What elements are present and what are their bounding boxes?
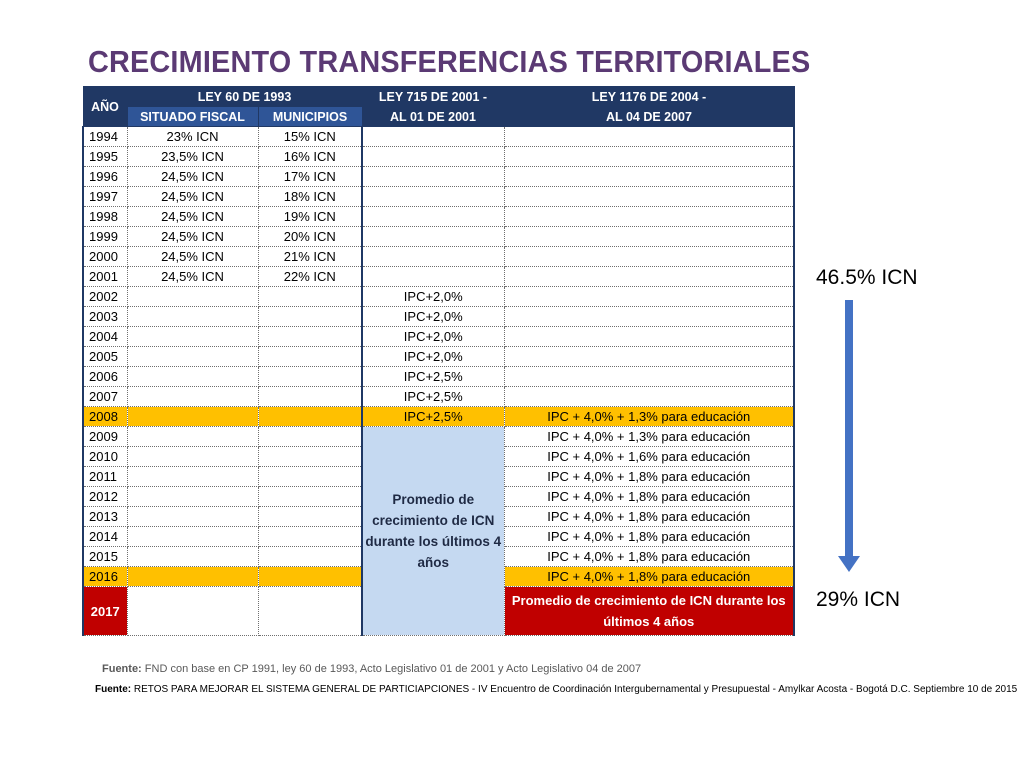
ley1176-cell <box>504 187 794 207</box>
year-cell: 2013 <box>83 507 127 527</box>
header-ley1176-line2: AL 04 DE 2007 <box>504 107 794 127</box>
table-body <box>83 127 794 636</box>
year-cell: 2014 <box>83 527 127 547</box>
situado-cell: 24,5% ICN <box>127 187 258 207</box>
year-cell: 2007 <box>83 387 127 407</box>
table-row <box>83 427 794 447</box>
ley715-promedio-cell: Promedio de crecimiento de ICN durante los últimos 4 años <box>362 427 504 636</box>
year-cell: 1996 <box>83 167 127 187</box>
year-cell: 1997 <box>83 187 127 207</box>
situado-cell <box>127 467 258 487</box>
situado-cell: 23,5% ICN <box>127 147 258 167</box>
ley1176-cell: IPC + 4,0% + 1,6% para educación <box>504 447 794 467</box>
situado-cell <box>127 547 258 567</box>
ley715-cell <box>362 187 504 207</box>
ley1176-cell: IPC + 4,0% + 1,8% para educación <box>504 547 794 567</box>
transfers-table <box>82 86 795 636</box>
situado-cell: 24,5% ICN <box>127 247 258 267</box>
ley1176-cell: Promedio de crecimiento de ICN durante los últimos 4 años <box>504 587 794 636</box>
municipios-cell: 20% ICN <box>258 227 362 247</box>
situado-cell <box>127 487 258 507</box>
ley715-cell: IPC+2,5% <box>362 387 504 407</box>
ley1176-cell: IPC + 4,0% + 1,8% para educación <box>504 467 794 487</box>
situado-cell <box>127 327 258 347</box>
year-cell: 2004 <box>83 327 127 347</box>
situado-cell <box>127 447 258 467</box>
situado-cell: 24,5% ICN <box>127 167 258 187</box>
municipios-cell <box>258 307 362 327</box>
ley1176-cell <box>504 267 794 287</box>
ley715-cell <box>362 167 504 187</box>
header-municipios: MUNICIPIOS <box>258 107 362 127</box>
municipios-cell: 16% ICN <box>258 147 362 167</box>
municipios-cell <box>258 367 362 387</box>
ley1176-cell <box>504 247 794 267</box>
ley715-cell <box>362 127 504 147</box>
ley1176-cell <box>504 307 794 327</box>
table-row <box>83 167 794 187</box>
municipios-cell: 18% ICN <box>258 187 362 207</box>
year-cell: 2006 <box>83 367 127 387</box>
municipios-cell <box>258 387 362 407</box>
table-row <box>83 127 794 147</box>
ley715-cell <box>362 267 504 287</box>
municipios-cell: 15% ICN <box>258 127 362 147</box>
municipios-cell <box>258 467 362 487</box>
situado-cell <box>127 287 258 307</box>
ley1176-cell: IPC + 4,0% + 1,8% para educación <box>504 487 794 507</box>
year-cell: 1994 <box>83 127 127 147</box>
situado-cell: 23% ICN <box>127 127 258 147</box>
ley1176-cell <box>504 147 794 167</box>
ley1176-cell: IPC + 4,0% + 1,3% para educación <box>504 427 794 447</box>
year-cell: 1998 <box>83 207 127 227</box>
table-row <box>83 327 794 347</box>
ley1176-cell <box>504 207 794 227</box>
ley1176-cell <box>504 367 794 387</box>
side-label-top: 46.5% ICN <box>816 266 918 289</box>
ley715-cell <box>362 147 504 167</box>
table-row <box>83 307 794 327</box>
situado-cell: 24,5% ICN <box>127 227 258 247</box>
header-ley715-line1: LEY 715 DE 2001 - <box>362 87 504 107</box>
year-cell: 2002 <box>83 287 127 307</box>
ley1176-cell: IPC + 4,0% + 1,8% para educación <box>504 507 794 527</box>
table-row <box>83 387 794 407</box>
year-cell: 2016 <box>83 567 127 587</box>
municipios-cell <box>258 547 362 567</box>
ley715-cell <box>362 207 504 227</box>
municipios-cell: 21% ICN <box>258 247 362 267</box>
situado-cell <box>127 507 258 527</box>
ley715-cell: IPC+2,0% <box>362 307 504 327</box>
municipios-cell <box>258 327 362 347</box>
municipios-cell <box>258 507 362 527</box>
municipios-cell <box>258 347 362 367</box>
header-situado-fiscal: SITUADO FISCAL <box>127 107 258 127</box>
municipios-cell <box>258 527 362 547</box>
ley1176-cell: IPC + 4,0% + 1,8% para educación <box>504 527 794 547</box>
situado-cell <box>127 347 258 367</box>
table-row <box>83 207 794 227</box>
table-row <box>83 187 794 207</box>
year-cell: 2011 <box>83 467 127 487</box>
ley1176-cell <box>504 127 794 147</box>
year-cell: 2003 <box>83 307 127 327</box>
ley1176-cell <box>504 347 794 367</box>
ley1176-cell: IPC + 4,0% + 1,3% para educación <box>504 407 794 427</box>
situado-cell <box>127 567 258 587</box>
situado-cell <box>127 427 258 447</box>
source-note-2-label: Fuente: <box>95 684 132 695</box>
situado-cell <box>127 307 258 327</box>
ley715-cell <box>362 227 504 247</box>
situado-cell <box>127 527 258 547</box>
table-row <box>83 247 794 267</box>
year-cell: 1999 <box>83 227 127 247</box>
situado-cell <box>127 407 258 427</box>
header-ley1176-line1: LEY 1176 DE 2004 - <box>504 87 794 107</box>
municipios-cell <box>258 287 362 307</box>
ley1176-cell <box>504 167 794 187</box>
municipios-cell <box>258 447 362 467</box>
ley1176-cell: IPC + 4,0% + 1,8% para educación <box>504 567 794 587</box>
year-cell: 2015 <box>83 547 127 567</box>
year-cell: 2012 <box>83 487 127 507</box>
municipios-cell: 22% ICN <box>258 267 362 287</box>
situado-cell: 24,5% ICN <box>127 267 258 287</box>
table-row <box>83 367 794 387</box>
ley715-cell: IPC+2,5% <box>362 407 504 427</box>
year-cell: 2001 <box>83 267 127 287</box>
table-row <box>83 287 794 307</box>
situado-cell <box>127 387 258 407</box>
table-row <box>83 407 794 427</box>
ley1176-cell <box>504 327 794 347</box>
year-cell: 2000 <box>83 247 127 267</box>
year-cell: 2005 <box>83 347 127 367</box>
situado-cell: 24,5% ICN <box>127 207 258 227</box>
situado-cell <box>127 367 258 387</box>
ley715-cell: IPC+2,0% <box>362 287 504 307</box>
year-cell: 2008 <box>83 407 127 427</box>
year-cell: 2010 <box>83 447 127 467</box>
municipios-cell <box>258 487 362 507</box>
table-row <box>83 147 794 167</box>
year-cell: 2017 <box>83 587 127 636</box>
header-ley60: LEY 60 DE 1993 <box>127 87 362 107</box>
page-title: CRECIMIENTO TRANSFERENCIAS TERRITORIALES <box>88 44 811 79</box>
ley1176-cell <box>504 387 794 407</box>
municipios-cell <box>258 407 362 427</box>
year-cell: 1995 <box>83 147 127 167</box>
year-cell: 2009 <box>83 427 127 447</box>
ley715-cell: IPC+2,0% <box>362 347 504 367</box>
municipios-cell: 19% ICN <box>258 207 362 227</box>
down-arrow-icon <box>838 300 860 572</box>
ley1176-cell <box>504 227 794 247</box>
situado-cell <box>127 587 258 636</box>
table-row <box>83 347 794 367</box>
ley1176-cell <box>504 287 794 307</box>
source-note-2-text: RETOS PARA MEJORAR EL SISTEMA GENERAL DE PARTICIAPCIONES - IV Encuentro de Coordinación Intergubernamental y Presupuestal - Amylkar Acosta - Bogotá D.C. Septiembre 10 de 2015 <box>131 684 1018 695</box>
header-ley715-line2: AL 01 DE 2001 <box>362 107 504 127</box>
header-anio: AÑO <box>83 87 127 127</box>
ley715-cell: IPC+2,5% <box>362 367 504 387</box>
table-row <box>83 227 794 247</box>
ley715-cell <box>362 247 504 267</box>
ley715-cell: IPC+2,0% <box>362 327 504 347</box>
source-note-1-text: FND con base en CP 1991, ley 60 de 1993, Acto Legislativo 01 de 2001 y Acto Legislativo 04 de 2007 <box>141 663 642 675</box>
table-row <box>83 267 794 287</box>
source-note-1 <box>102 663 641 675</box>
municipios-cell <box>258 427 362 447</box>
source-note-2 <box>95 684 1017 695</box>
municipios-cell: 17% ICN <box>258 167 362 187</box>
municipios-cell <box>258 587 362 636</box>
side-label-bottom: 29% ICN <box>816 588 901 611</box>
source-note-1-label: Fuente: <box>102 663 142 675</box>
municipios-cell <box>258 567 362 587</box>
